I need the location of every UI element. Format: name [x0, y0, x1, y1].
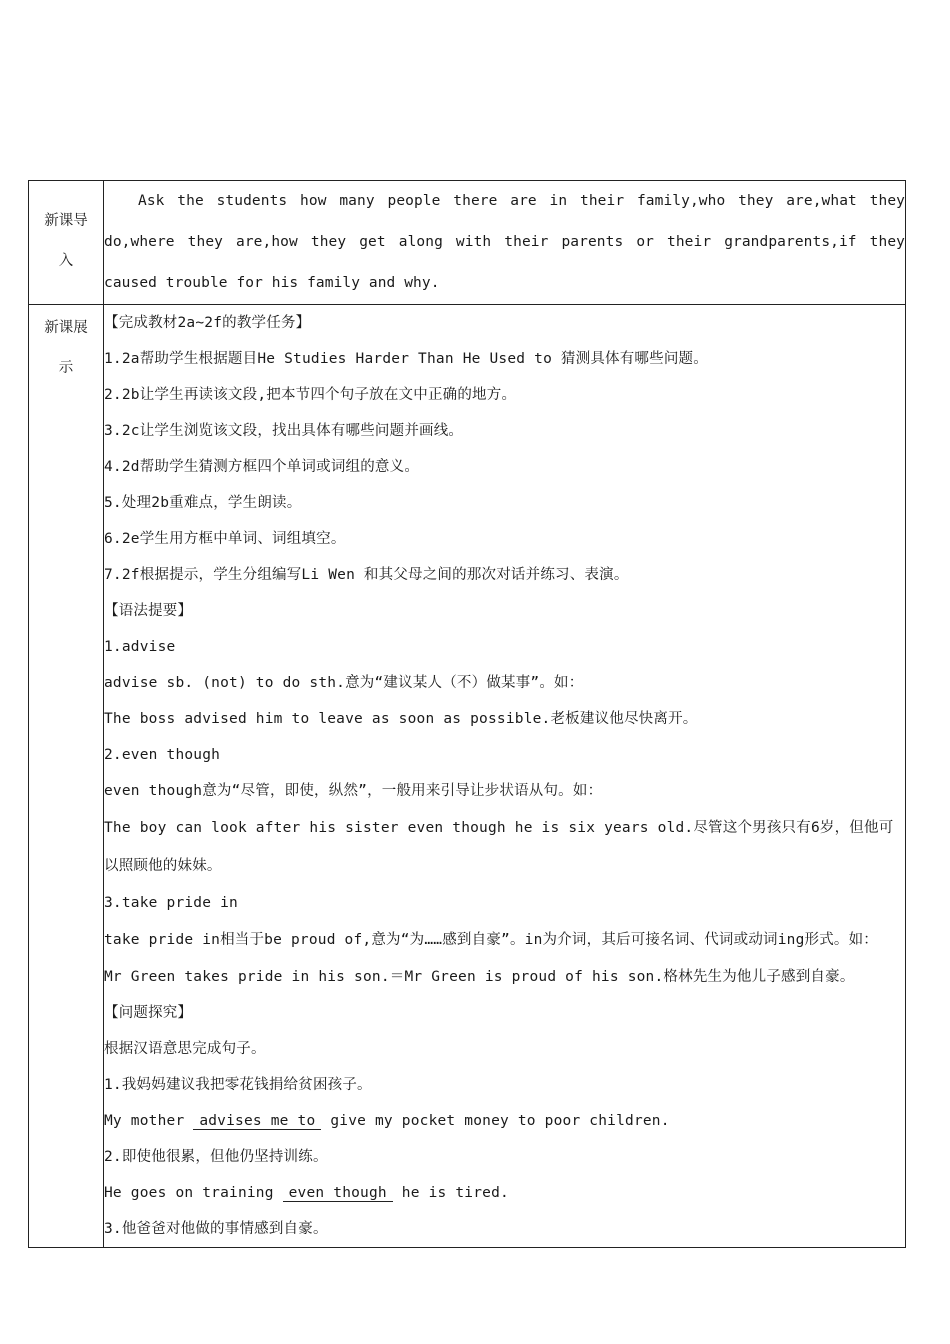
question-2-chinese: 2.即使他很累，但他仍坚持训练。 — [104, 1149, 328, 1165]
section-title-grammar: 【语法提要】 — [104, 603, 193, 619]
lesson-plan-table — [28, 180, 906, 1248]
intro-text: Ask the students how many people there are in their family,who they are,what they do,where they are,how they get along with their parents or their grandparents,if they caused trouble for his family and why. — [104, 193, 905, 291]
grammar-1-example: The boss advised him to leave as soon as possible.老板建议他尽快离开。 — [104, 711, 698, 727]
task-item-2: 2.2b让学生再读该文段,把本节四个句子放在文中正确的地方。 — [104, 387, 517, 403]
question-2-answer-blank: even though — [283, 1185, 393, 1202]
grammar-1-title: 1.advise — [104, 639, 176, 655]
intro-text-block — [104, 181, 905, 304]
question-1-prefix: My mother — [104, 1113, 194, 1129]
question-2-prefix: He goes on training — [104, 1185, 283, 1201]
intro-row — [29, 181, 906, 305]
section-title-inquiry: 【问题探究】 — [104, 1005, 193, 1021]
show-row — [29, 305, 906, 1248]
question-2-suffix: he is tired. — [392, 1185, 509, 1201]
show-label-cell — [29, 305, 104, 1248]
intro-content-cell — [104, 181, 906, 305]
task-item-3: 3.2c让学生浏览该文段，找出具体有哪些问题并画线。 — [104, 423, 464, 439]
intro-label-line1: 新课导 — [44, 213, 88, 229]
task-item-6: 6.2e学生用方框中单词、词组填空。 — [104, 531, 346, 547]
question-1-answer-blank: advises me to — [193, 1113, 321, 1130]
task-item-1: 1.2a帮助学生根据题目He Studies Harder Than He Used to 猜测具体有哪些问题。 — [104, 351, 708, 367]
grammar-3-example: Mr Green takes pride in his son.＝Mr Green is proud of his son.格林先生为他儿子感到自豪。 — [104, 969, 855, 985]
section-title-tasks: 【完成教材2a~2f的教学任务】 — [104, 315, 311, 331]
grammar-2-usage: even though意为“尽管，即使，纵然”，一般用来引导让步状语从句。如： — [104, 783, 603, 799]
task-item-7: 7.2f根据提示，学生分组编写Li Wen 和其父母之间的那次对话并练习、表演。 — [104, 567, 629, 583]
intro-label-cell — [29, 181, 104, 305]
show-label-line1: 新课展 — [44, 320, 88, 336]
question-3-chinese: 3.他爸爸对他做的事情感到自豪。 — [104, 1221, 328, 1237]
inquiry-instruction: 根据汉语意思完成句子。 — [104, 1041, 266, 1057]
question-1-sentence — [104, 1103, 905, 1139]
task-item-5: 5.处理2b重难点，学生朗读。 — [104, 495, 302, 511]
question-1-chinese: 1.我妈妈建议我把零花钱捐给贫困孩子。 — [104, 1077, 372, 1093]
question-2-sentence — [104, 1175, 905, 1211]
task-item-4: 4.2d帮助学生猜测方框四个单词或词组的意义。 — [104, 459, 420, 475]
grammar-3-usage: take pride in相当于be proud of,意为“为……感到自豪”。in为介词，其后可接名词、代词或动词ing形式。如： — [104, 932, 879, 948]
question-1-suffix: give my pocket money to poor children. — [321, 1113, 670, 1129]
intro-label-line2: 入 — [58, 253, 74, 269]
grammar-3-title: 3.take pride in — [104, 895, 238, 911]
grammar-2-example: The boy can look after his sister even though he is six years old.尽管这个男孩只有6岁，但他可以照顾他的妹妹。 — [104, 820, 894, 874]
grammar-1-usage: advise sb. (not) to do sth.意为“建议某人（不）做某事”。如： — [104, 675, 584, 691]
show-label-line2: 示 — [58, 360, 74, 376]
grammar-2-title: 2.even though — [104, 747, 221, 763]
show-content-cell — [104, 305, 906, 1248]
